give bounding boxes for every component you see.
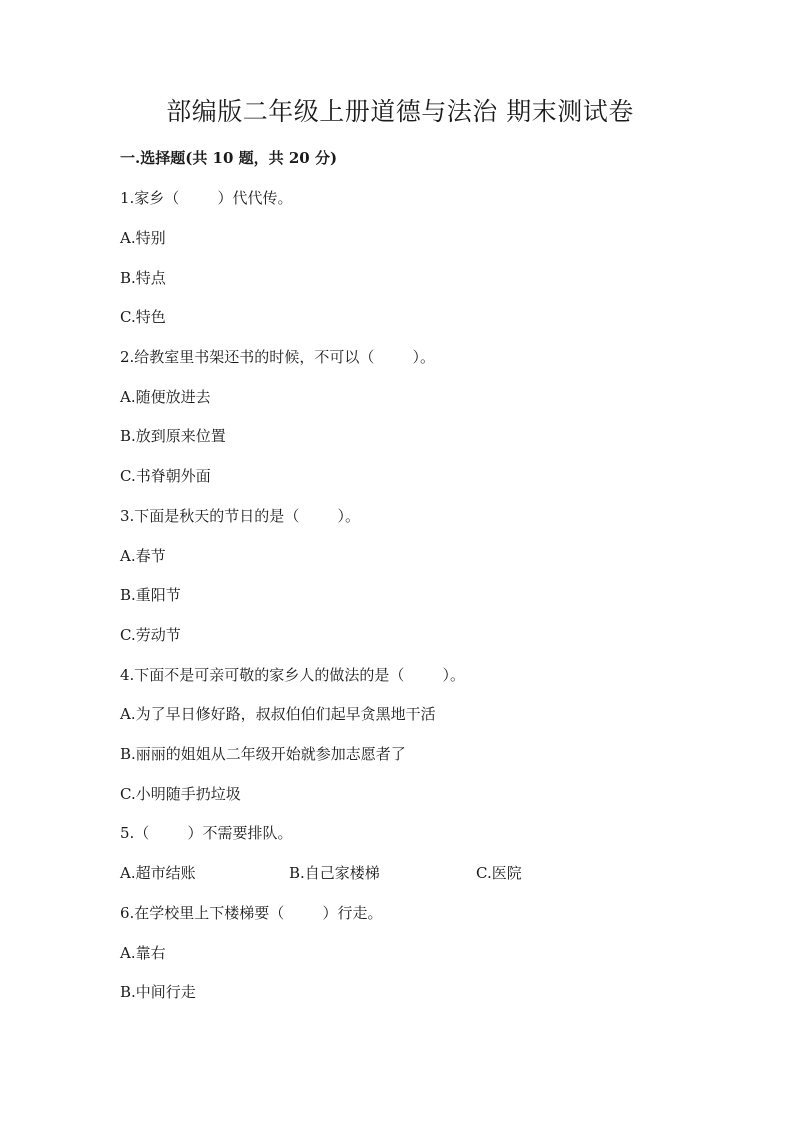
- question-stem-2: 2.给教室里书架还书的时候，不可以（ ）。: [120, 348, 435, 366]
- option-5c: C.医院: [476, 864, 522, 882]
- option-3b: B.重阳节: [120, 586, 181, 604]
- option-4b: B.丽丽的姐姐从二年级开始就参加志愿者了: [120, 745, 406, 763]
- option-6a: A.靠右: [120, 944, 166, 962]
- question-stem-1: 1.家乡（ ）代代传。: [120, 189, 293, 207]
- option-1b: B.特点: [120, 269, 166, 287]
- question-stem-6: 6.在学校里上下楼梯要（ ）行走。: [120, 904, 383, 922]
- option-4c: C.小明随手扔垃圾: [120, 785, 241, 803]
- option-6b: B.中间行走: [120, 983, 196, 1001]
- option-2c: C.书脊朝外面: [120, 467, 211, 485]
- option-5b: B.自己家楼梯: [289, 864, 380, 882]
- option-4a: A.为了早日修好路，叔叔伯伯们起早贪黑地干活: [120, 705, 436, 723]
- question-stem-3: 3.下面是秋天的节日的是（ ）。: [120, 507, 360, 525]
- option-2a: A.随便放进去: [120, 388, 211, 406]
- option-2b: B.放到原来位置: [120, 427, 226, 445]
- exam-title: 部编版二年级上册道德与法治 期末测试卷: [166, 97, 634, 126]
- question-stem-5: 5.（ ）不需要排队。: [120, 824, 293, 842]
- option-1c: C.特色: [120, 308, 166, 326]
- question-stem-4: 4.下面不是可亲可敬的家乡人的做法的是（ ）。: [120, 666, 465, 684]
- option-3c: C.劳动节: [120, 626, 181, 644]
- option-5a: A.超市结账: [120, 864, 196, 882]
- section-heading: 一.选择题(共 10 题，共 20 分): [120, 149, 338, 167]
- option-1a: A.特别: [120, 229, 166, 247]
- option-3a: A.春节: [120, 547, 166, 565]
